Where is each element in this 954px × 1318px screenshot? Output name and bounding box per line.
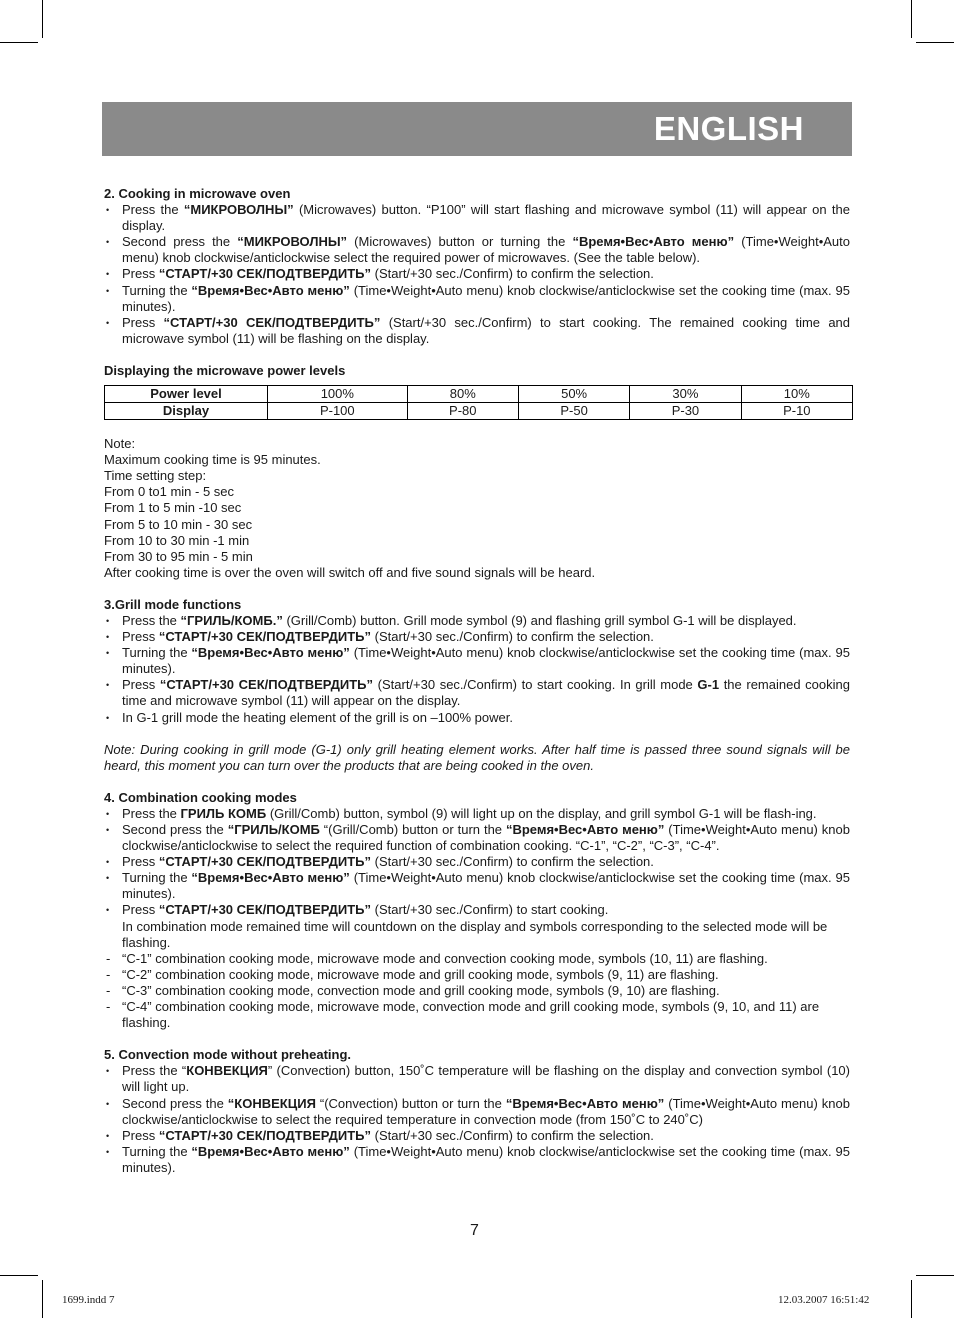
bold-text: “ГРИЛЬ/КОМБ.”	[180, 612, 283, 628]
table-row	[105, 403, 853, 420]
text-segment: (Time•Weight•Auto menu) knob clockwise/anticlockwise set the cooking time (max. 95 minutes).	[122, 645, 850, 677]
list-item	[104, 806, 850, 822]
text-segment: (Start/+30 sec./Confirm) to confirm the selection.	[371, 629, 654, 645]
bold-text: КОНВЕКЦИЯ	[186, 1063, 268, 1079]
footer-timestamp: 12.03.2007 16:51:42	[778, 1294, 870, 1306]
note-line: From 1 to 5 min -10 sec	[104, 500, 242, 516]
bold-text: “СТАРТ/+30 СЕК/ПОДТВЕРДИТЬ”	[163, 314, 381, 330]
bold-text: “СТАРТ/+30 СЕК/ПОДТВЕРДИТЬ”	[158, 854, 372, 870]
table-cell: P-80	[407, 403, 518, 420]
note-line: Note:	[104, 436, 136, 452]
table-cell: P-100	[268, 403, 408, 420]
text-segment: (Time•Weight•Auto menu) knob clockwise/anticlockwise set the cooking time (max. 95 minutes).	[122, 1143, 850, 1175]
list-item	[104, 677, 850, 709]
text-segment: (Microwaves) button. “P100” will start flashing and microwave symbol (11) will appear on the display.	[122, 202, 850, 234]
text-segment: “(Grill/Comb) button or turn the	[319, 822, 506, 837]
bold-text: “МИКРОВОЛНЫ”	[183, 202, 294, 218]
bold-text: “Время•Вес•Авто меню”	[191, 870, 350, 886]
text-segment: Turning the	[122, 282, 192, 298]
convection-steps	[104, 1063, 850, 1176]
text-segment: (Grill/Comb) button. Grill mode symbol (9) and flashing grill symbol G-1 will be displayed.	[282, 612, 797, 628]
note-line: After cooking time is over the oven will switch off and five sound signals will be heard.	[104, 564, 596, 580]
text-segment: (Start/+30 sec./Confirm) to confirm the selection.	[371, 1127, 654, 1143]
text-segment: Second press the	[122, 822, 228, 837]
list-item	[104, 234, 850, 266]
table-cell: 50%	[518, 386, 629, 403]
text-segment: (Time•Weight•Auto menu) knob clockwise/anticlockwise set the cooking time (max. 95 minutes).	[122, 282, 850, 314]
text-segment: Press	[122, 629, 159, 645]
bold-text: “Время•Вес•Авто меню”	[505, 1095, 665, 1111]
bold-text: “СТАРТ/+30 СЕК/ПОДТВЕРДИТЬ”	[158, 266, 372, 282]
bold-text: “СТАРТ/+30 СЕК/ПОДТВЕРДИТЬ”	[158, 1127, 372, 1143]
section-heading-combination: 4. Combination cooking modes	[104, 789, 297, 805]
section-heading-microwave: 2. Cooking in microwave oven	[104, 186, 291, 201]
grill-steps	[104, 613, 850, 726]
power-level-table	[104, 385, 853, 420]
text-segment: In G-1 grill mode the heating element of the grill is on –100% power.	[122, 709, 513, 725]
text-segment: (Start/+30 sec./Confirm) to start cooking.	[371, 902, 609, 918]
text-segment: (Microwaves) button or turning the	[347, 234, 573, 250]
bold-text: G-1	[697, 677, 720, 693]
list-item	[104, 854, 850, 870]
list-item	[104, 315, 850, 347]
table-heading: Displaying the microwave power levels	[104, 362, 346, 378]
crop-mark	[911, 0, 912, 38]
list-item	[104, 613, 850, 629]
list-item: - “C-3” combination cooking mode, convection mode and grill cooking mode, symbols (9, 10) are flashing.	[104, 983, 850, 999]
table-cell: P-10	[741, 403, 852, 420]
text-segment: ” (Convection) button, 150˚C temperature will be flashing on the display and convection symbol (10) will light up.	[122, 1063, 850, 1095]
list-item	[104, 1144, 850, 1176]
text-segment: “(Convection) button or turn the	[315, 1095, 506, 1111]
table-cell: P-50	[518, 403, 629, 420]
list-item	[104, 266, 850, 282]
bold-text: “Время•Вес•Авто меню”	[191, 1143, 350, 1159]
text-segment: Press	[122, 677, 160, 693]
text-segment: (Time•Weight•Auto menu) knob clockwise/anticlockwise to select the required temperature in convection mode (from 150˚C to 240˚C)	[122, 1095, 850, 1127]
list-item	[104, 822, 850, 854]
list-item	[104, 1128, 850, 1144]
text-segment: Turning the	[122, 1143, 192, 1159]
text-segment: Second press the	[122, 1095, 228, 1111]
text-segment: (Start/+30 sec./Confirm) to start cooking. In grill mode	[373, 677, 698, 693]
crop-mark	[0, 42, 38, 43]
microwave-steps	[104, 202, 850, 347]
page-title: ENGLISH	[653, 110, 804, 147]
list-item	[104, 283, 850, 315]
text-segment: Press	[122, 266, 159, 282]
crop-mark	[911, 1280, 912, 1318]
text-segment: Press	[122, 902, 159, 918]
crop-mark	[0, 1275, 38, 1276]
combination-extra: In combination mode remained time will countdown on the display and symbols corresponding to the selected mode will be flashing.	[122, 918, 828, 950]
bold-text: “КОНВЕКЦИЯ	[227, 1095, 316, 1111]
list-item	[104, 1096, 850, 1128]
text-segment: (Grill/Comb) button, symbol (9) will light up on the display, and grill symbol G-1 will be flash-ing.	[266, 805, 817, 821]
note-block	[104, 436, 850, 581]
list-item	[104, 902, 850, 918]
page-number: 7	[470, 1222, 479, 1239]
text-segment: Second press the	[122, 234, 238, 250]
note-line: Time setting step:	[104, 468, 207, 484]
text-segment: (Time•Weight•Auto menu) knob clockwise/anticlockwise to select the required function of combination cooking. “C-1”, “C-2”, “C-3”, “C-4”.	[122, 822, 850, 854]
text-segment: (Start/+30 sec./Confirm) to start cooking. The remained cooking time and microwave symbol (11) will be flashing on the display.	[122, 314, 851, 346]
list-item: - “C-4” combination cooking mode, microwave mode, convection mode and grill cooking mode, symbols (9, 10, and 11) are flashing.	[104, 999, 850, 1031]
text-segment: (Time•Weight•Auto menu) knob clockwise/anticlockwise select the required power of microwaves. (See the table below).	[122, 234, 850, 266]
note-line: From 0 to1 min - 5 sec	[104, 484, 235, 500]
note-line: From 10 to 30 min -1 min	[104, 532, 250, 548]
list-item	[104, 202, 850, 234]
bold-text: “СТАРТ/+30 СЕК/ПОДТВЕРДИТЬ”	[158, 629, 372, 645]
list-item	[104, 629, 850, 645]
bold-text: “МИКРОВОЛНЫ”	[237, 234, 348, 250]
footer-filename: 1699.indd 7	[62, 1294, 115, 1306]
crop-mark	[916, 42, 954, 43]
section-heading-convection: 5. Convection mode without preheating.	[104, 1047, 352, 1063]
bold-text: “ГРИЛЬ/КОМБ	[227, 822, 320, 837]
table-row-label: Display	[105, 403, 268, 420]
combination-modes	[104, 951, 850, 1031]
list-item	[104, 645, 850, 677]
note-line: Maximum cooking time is 95 minutes.	[104, 452, 321, 468]
section-heading-grill: 3.Grill mode functions	[104, 596, 242, 612]
bold-text: “Время•Вес•Авто меню”	[191, 282, 350, 298]
table-cell: 100%	[268, 386, 408, 403]
note-line: From 5 to 10 min - 30 sec	[104, 516, 253, 532]
text-segment: the remained cooking time and microwave symbol (11) will appear on the display.	[122, 677, 850, 709]
combination-steps	[104, 806, 850, 919]
table-cell: P-30	[630, 403, 741, 420]
document-body	[104, 186, 850, 1176]
crop-mark	[42, 1280, 43, 1318]
bold-text: “Время•Вес•Авто меню”	[191, 645, 350, 661]
text-segment: Press the	[122, 805, 181, 821]
list-item: - “C-2” combination cooking mode, microwave mode and grill cooking mode, symbols (9, 11) are flashing.	[104, 967, 850, 983]
text-segment: Press the “	[122, 1063, 187, 1079]
text-segment: Press	[122, 854, 159, 870]
list-item	[104, 870, 850, 902]
list-item: - “C-1” combination cooking mode, microwave mode and convection cooking mode, symbols (10, 11) are flashing.	[104, 951, 850, 967]
table-cell: 80%	[407, 386, 518, 403]
text-segment: Turning the	[122, 870, 192, 886]
bold-text: “Время•Вес•Авто меню”	[505, 822, 665, 837]
text-segment: Press the	[122, 612, 181, 628]
bold-text: “СТАРТ/+30 СЕК/ПОДТВЕРДИТЬ”	[159, 677, 374, 693]
grill-note: Note: During cooking in grill mode (G-1) only grill heating element works. After half time is passed three sound signals will be heard, this moment you can turn over the products that are being cooked in the oven.	[104, 741, 850, 773]
text-segment: (Time•Weight•Auto menu) knob clockwise/anticlockwise set the cooking time (max. 95 minutes).	[122, 870, 850, 902]
list-item	[104, 1063, 850, 1095]
text-segment: Turning the	[122, 645, 192, 661]
bold-text: “СТАРТ/+30 СЕК/ПОДТВЕРДИТЬ”	[158, 902, 372, 918]
crop-mark	[916, 1275, 954, 1276]
text-segment: Press	[122, 1127, 159, 1143]
text-segment: (Start/+30 sec./Confirm) to confirm the selection.	[371, 854, 654, 870]
note-line: From 30 to 95 min - 5 min	[104, 548, 253, 564]
bold-text: ГРИЛЬ КОМБ	[180, 805, 267, 821]
table-row-label: Power level	[105, 386, 268, 403]
bold-text: “Время•Вес•Авто меню”	[572, 234, 735, 250]
crop-mark	[42, 0, 43, 38]
table-cell: 30%	[630, 386, 741, 403]
text-segment: (Start/+30 sec./Confirm) to confirm the selection.	[371, 266, 654, 282]
header-bar	[102, 102, 852, 156]
text-segment: Press	[122, 314, 164, 330]
text-segment: Press the	[122, 202, 184, 218]
table-cell: 10%	[741, 386, 852, 403]
list-item	[104, 710, 850, 726]
table-row	[105, 386, 853, 403]
